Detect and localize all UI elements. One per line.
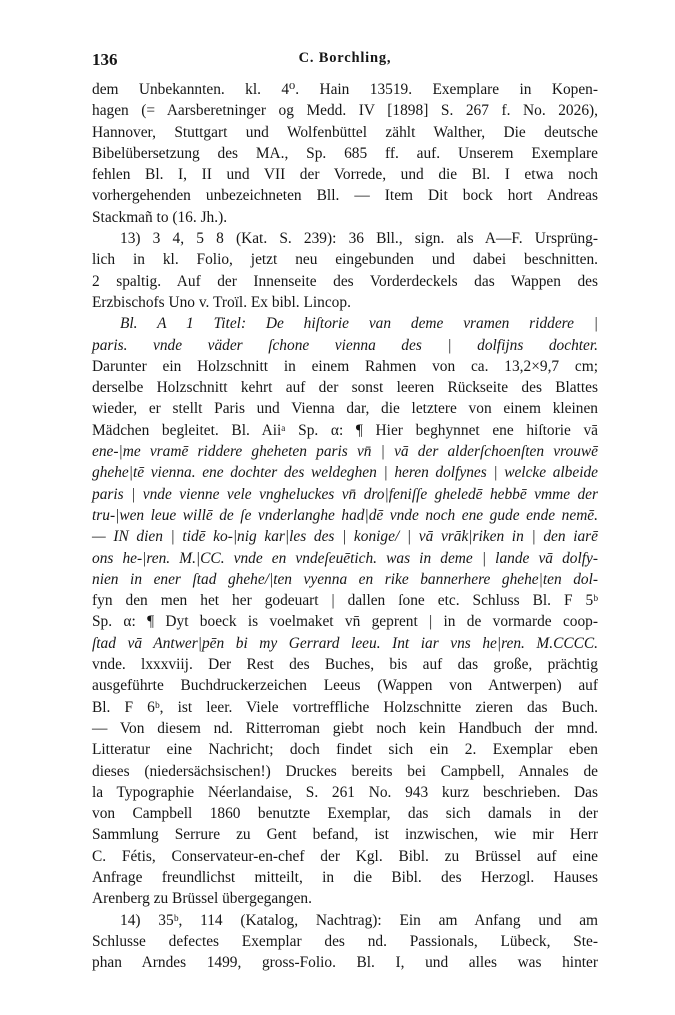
page-number: 136 — [92, 50, 118, 69]
text-line: Erzbischofs Uno v. Troïl. Ex bibl. Lincop. — [92, 293, 351, 311]
text-line: Arenberg zu Brüssel übergegangen. — [92, 890, 312, 908]
text-line: Mädchen begleitet. Bl. Aiiᵃ Sp. α: ¶ Hier beghynnet ene hiſtorie vā — [92, 421, 598, 439]
text-line: Bl. F 6ᵇ, ist leer. Viele vortreffliche Holzschnitte zieren das Buch. — [92, 698, 598, 716]
text-line: — IN dien | tidē ko-|nig kar|les des | konige/ | vā vrāk|riken in | den iarē — [92, 528, 598, 546]
text-line: Litteratur eine Nachricht; doch findet sich ein 2. Exemplar eben — [92, 741, 598, 759]
text-line: fehlen Bl. I, II und VII der Vorrede, und die Bl. I etwa noch — [92, 166, 598, 184]
text-line: la Typographie Néerlandaise, S. 261 No. 943 kurz beschrieben. Das — [92, 783, 598, 801]
text-line: vorhergehenden unbezeichneten Bll. — Item Dit bock hort Andreas — [92, 187, 598, 205]
text-line: Bl. A 1 Titel: De hiſtorie van deme vramen riddere | — [120, 315, 598, 333]
text-line: — Von diesem nd. Ritterroman giebt noch kein Handbuch der mnd. — [92, 719, 598, 737]
text-line: wieder, er stellt Paris und Vienna dar, die letztere von einem kleinen — [92, 400, 598, 418]
text-line: ausgeführte Buchdruckerzeichen Leeus (Wappen von Antwerpen) auf — [92, 677, 598, 695]
text-line: Sammlung Serrure zu Gent befand, ist inzwischen, wie mir Herr — [92, 826, 598, 844]
text-line: dem Unbekannten. kl. 4⁰. Hain 13519. Exemplare in Kopen- — [92, 81, 598, 98]
text-line: Bibelübersetzung des MA., Sp. 685 ff. auf. Unserem Exemplare — [92, 144, 598, 162]
running-title: C. Borchling, — [298, 50, 392, 66]
text-line: 2 spaltig. Auf der Innenseite des Vorderdeckels das Wappen des — [92, 272, 598, 290]
text-line: ghehe|tē vienna. ene dochter des weldeghen | heren dolfynes | welcke albeide — [92, 464, 598, 482]
text-line: Schlusse defectes Exemplar des nd. Passionals, Lübeck, Ste- — [92, 932, 598, 950]
text-line: ons he-|ren. M.|CC. vnde en vndeſeuētich. was in deme | lande vā dolfy- — [92, 549, 598, 567]
text-line: Stackmañ to (16. Jh.). — [92, 208, 228, 226]
text-line: ene-|me vramē riddere gheheten paris vn̄ | vā der alderſchoenſten vrouwē — [92, 443, 598, 461]
text-line: Darunter ein Holzschnitt in einem Rahmen von ca. 13,2×9,7 cm; — [92, 357, 598, 375]
text-line: ſtad vā Antwer|pēn bi my Gerrard leeu. Int iar vns he|ren. M.CCCC. — [92, 634, 598, 652]
body-text — [92, 79, 598, 973]
text-line: hagen (= Aarsberetninger og Medd. IV [1898] S. 267 f. No. 2026), — [92, 102, 598, 120]
text-line: C. Fétis, Conservateur-en-chef der Kgl. Bibl. zu Brüssel auf eine — [92, 847, 598, 865]
text-line: derselbe Holzschnitt kehrt auf der sonst leeren Rückseite des Blattes — [92, 379, 598, 397]
text-line: lich in kl. Folio, jetzt neu eingebunden und dabei beschnitten. — [92, 251, 598, 269]
text-line: phan Arndes 1499, gross-Folio. Bl. I, und alles was hinter — [92, 954, 598, 972]
text-line: vnde. lxxxviij. Der Rest des Buches, bis auf das große, prächtig — [92, 656, 598, 674]
text-line: tru-|wen leue willē de ſe vnderlanghe had|dē vnde noch ene gude ende nemē. — [92, 506, 598, 524]
text-line: Hannover, Stuttgart und Wolfenbüttel zählt Walther, Die deutsche — [92, 123, 598, 141]
text-line: fyn den men het her godeuart | dallen ſone etc. Schluss Bl. F 5ᵇ — [92, 592, 598, 610]
text-line: paris | vnde vienne vele vngheluckes vn̄ dro|feniſſe gheledē hebbē vmme der — [92, 485, 598, 503]
text-line: paris. vnde väder ſchone vienna des | dolfijns dochter. — [92, 336, 598, 354]
page-header — [92, 48, 598, 72]
text-line: von Campbell 1860 benutzte Exemplar, das sich damals in der — [92, 805, 598, 823]
text-line: 14) 35ᵇ, 114 (Katalog, Nachtrag): Ein am Anfang und am — [120, 911, 598, 929]
text-line: Sp. α: ¶ Dyt boeck is voelmaket vn̄ geprent | in de vormarde coop- — [92, 613, 598, 631]
text-line: Anfrage freundlichst mitteilt, in die Bibl. des Herzogl. Hauses — [92, 868, 598, 886]
text-line: dieses (niedersächsischen!) Druckes bereits bei Campbell, Annales de — [92, 762, 598, 780]
text-line: nien in ener ſtad ghehe/|ten vyenna en rike bannerhere ghehe|ten dol- — [92, 570, 598, 588]
text-line: 13) 3 4, 5 8 (Kat. S. 239): 36 Bll., sign. als A—F. Ursprüng- — [120, 230, 598, 248]
